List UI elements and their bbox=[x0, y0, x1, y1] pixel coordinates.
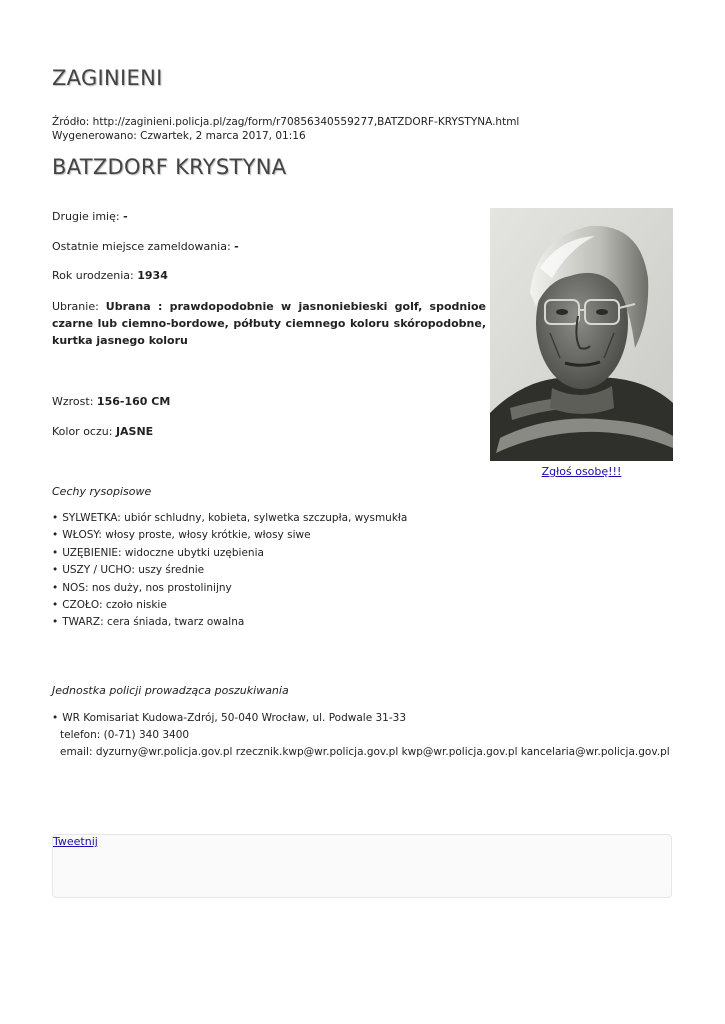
list-item: • NOS: nos duży, nos prostolinijny bbox=[52, 580, 407, 597]
eye-color-field bbox=[52, 425, 153, 438]
height-value: 156-160 CM bbox=[96, 395, 171, 408]
list-item: • UZĘBIENIE: widoczne ubytki uzębienia bbox=[52, 545, 407, 562]
birth-year-label: Rok urodzenia: bbox=[52, 269, 134, 282]
police-unit-title: Jednostka policji prowadząca poszukiwania bbox=[52, 684, 289, 697]
eye-color-value: JASNE bbox=[115, 425, 154, 438]
list-item: • WŁOSY: włosy proste, włosy krótkie, włosy siwe bbox=[52, 527, 407, 544]
birth-year-field bbox=[52, 269, 168, 282]
second-name-label: Drugie imię: bbox=[52, 210, 120, 223]
clothing-label: Ubranie: bbox=[52, 300, 99, 313]
tweet-button[interactable]: Tweetnij bbox=[53, 835, 98, 848]
eye-color-label: Kolor oczu: bbox=[52, 425, 113, 438]
generated-date: Wygenerowano: Czwartek, 2 marca 2017, 01:16 bbox=[52, 130, 306, 142]
height-field bbox=[52, 395, 170, 408]
clothing-field bbox=[52, 298, 486, 349]
height-label: Wzrost: bbox=[52, 395, 94, 408]
features-title: Cechy rysopisowe bbox=[52, 485, 152, 498]
portrait-image bbox=[490, 208, 673, 461]
person-photo bbox=[490, 208, 673, 461]
list-item: • CZOŁO: czoło niskie bbox=[52, 597, 407, 614]
document-meta bbox=[52, 115, 519, 143]
second-name-field bbox=[52, 210, 128, 223]
list-item: • SYLWETKA: ubiór schludny, kobieta, sylwetka szczupła, wysmukła bbox=[52, 510, 407, 527]
report-person-link[interactable]: Zgłoś osobę!!! bbox=[541, 465, 622, 478]
residence-value: - bbox=[234, 240, 239, 253]
residence-field bbox=[52, 240, 239, 253]
police-unit-phone: telefon: (0-71) 340 3400 bbox=[60, 729, 190, 741]
site-title: ZAGINIENI bbox=[52, 66, 163, 90]
list-item: • TWARZ: cera śniada, twarz owalna bbox=[52, 614, 407, 631]
person-name: BATZDORF KRYSTYNA bbox=[52, 155, 287, 179]
birth-year-value: 1934 bbox=[137, 269, 168, 282]
source-line bbox=[52, 115, 519, 129]
source-url: http://zaginieni.policja.pl/zag/form/r70856340559277,BATZDORF-KRYSTYNA.html bbox=[92, 116, 520, 128]
second-name-value: - bbox=[123, 210, 128, 223]
tweet-box bbox=[52, 834, 672, 898]
source-label: Źródło: bbox=[52, 116, 90, 128]
residence-label: Ostatnie miejsce zameldowania: bbox=[52, 240, 231, 253]
police-unit-email: email: dyzurny@wr.policja.gov.pl rzecznik.kwp@wr.policja.gov.pl kwp@wr.policja.gov.pl kancelaria@wr.policja.gov.pl bbox=[60, 746, 670, 758]
police-unit-address: • WR Komisariat Kudowa-Zdrój, 50-040 Wrocław, ul. Podwale 31-33 bbox=[52, 710, 670, 727]
clothing-value: Ubrana : prawdopodobnie w jasnoniebieski golf, spodnioe czarne lub ciemno-bordowe, półbuty ciemnego koloru skóropodobne, kurtka jasnego koloru bbox=[52, 300, 486, 347]
features-list bbox=[52, 510, 407, 632]
list-item: • USZY / UCHO: uszy średnie bbox=[52, 562, 407, 579]
police-unit-block bbox=[52, 710, 670, 761]
